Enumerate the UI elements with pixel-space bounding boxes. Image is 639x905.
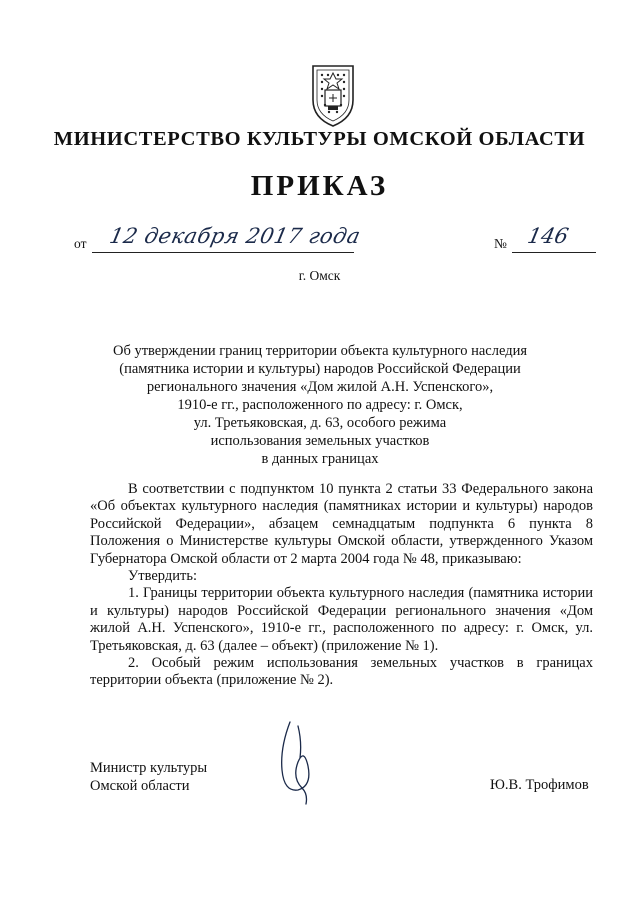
subject-line: 1910-е гг., расположенного по адресу: г. Омск, <box>177 397 463 413</box>
signatory-title <box>90 759 207 795</box>
order-body <box>90 481 593 690</box>
number-label: № <box>494 236 507 251</box>
handwritten-signature <box>268 718 328 810</box>
subject-line: (памятника истории и культуры) народов Российской Федерации <box>119 361 521 377</box>
signatory-title-line: Министр культуры <box>90 760 208 776</box>
order-subject <box>90 342 550 468</box>
signatory-title-line: Омской области <box>90 778 190 794</box>
preamble-paragraph: В соответствии с подпунктом 10 пункта 2 статьи 33 Федерального закона «Об объектах культурного наследия (памятниках истории и культуры) народов Российской Федерации», абзацем семнадцатым подпункта 6 пункта 8 Положения о Министерстве культуры Омской области, утвержденного Указом Губернатора Омской области от 2 марта 2004 года № 48, приказываю: <box>90 481 593 567</box>
document-type: ПРИКАЗ <box>250 170 389 202</box>
item-2-paragraph: 2. Особый режим использования земельных участков в границах территории объекта (приложение № 2). <box>90 655 593 689</box>
handwritten-date: 12 декабря 2017 года <box>107 224 363 248</box>
ministry-name: МИНИСТЕРСТВО КУЛЬТУРЫ ОМСКОЙ ОБЛАСТИ <box>53 128 586 150</box>
number-underline <box>512 252 596 253</box>
approve-heading: Утвердить: <box>128 568 197 585</box>
subject-line: ул. Третьяковская, д. 63, особого режима <box>193 415 447 431</box>
subject-line: использования земельных участков <box>210 433 430 449</box>
subject-line: Об утверждении границ территории объекта культурного наследия <box>112 343 527 359</box>
subject-line: в данных границах <box>261 451 379 467</box>
date-label: от <box>74 236 87 251</box>
signatory-name: Ю.В. Трофимов <box>490 777 589 793</box>
city: г. Омск <box>298 268 341 283</box>
item-1-paragraph: 1. Границы территории объекта культурного наследия (памятника истории и культуры) народов Российской Федерации регионального значения «Дом жилой А.Н. Успенского», 1910-е гг., расположенного по адресу: г. Омск, ул. Третьяковская, д. 63 (далее – объект) (приложение № 1). <box>90 585 593 654</box>
coat-of-arms-icon <box>305 60 361 130</box>
handwritten-number: 146 <box>525 224 571 248</box>
subject-line: регионального значения «Дом жилой А.Н. Успенского», <box>146 379 494 395</box>
date-underline <box>92 252 354 253</box>
